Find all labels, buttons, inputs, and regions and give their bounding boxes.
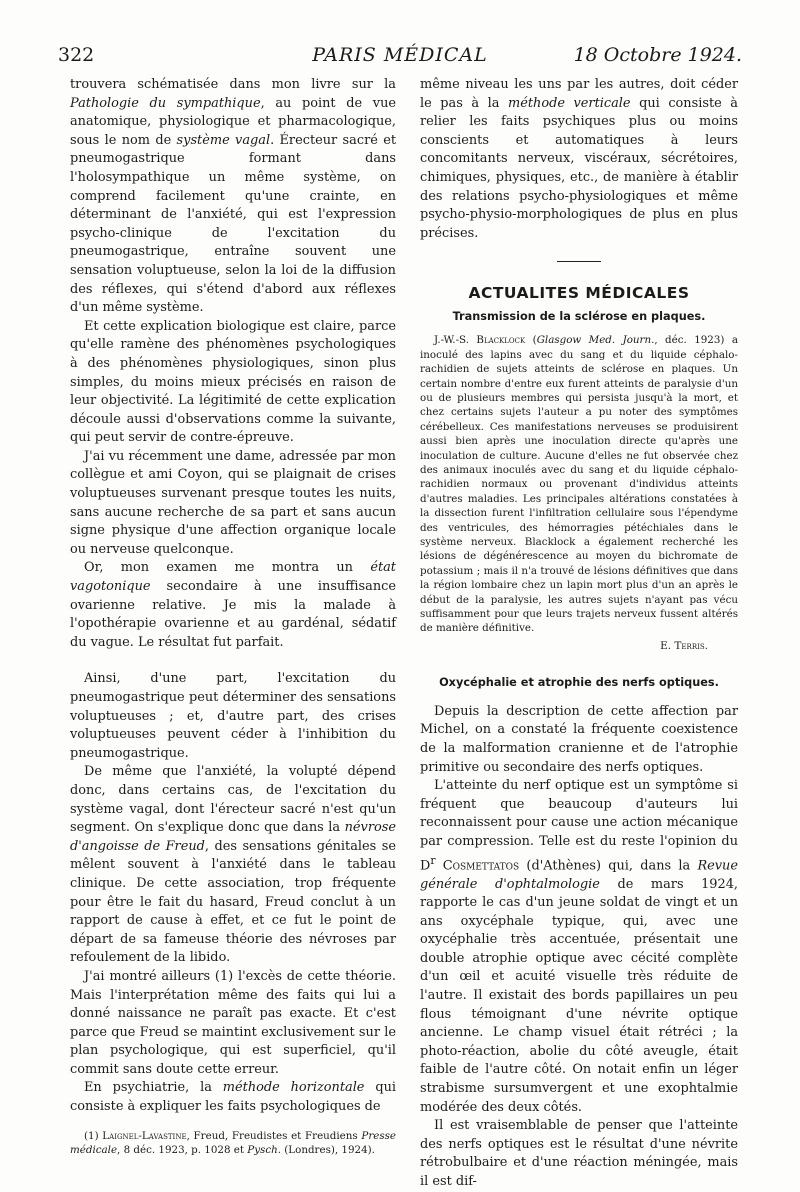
running-header <box>58 44 742 68</box>
paragraph: J'ai vu récemment une dame, adressée par mon collègue et ami Coyon, qui se plaignait de crises voluptueuses survenant presque toutes les nuits, sans aucune recherche de sa part et sans aucun signe physique d'une affection organique locale ou nerveuse quelconque. <box>70 448 396 557</box>
section-title: ACTUALITES MÉDICALES <box>468 284 690 303</box>
paragraph: Depuis la description de cette affection par Michel, on a constaté la fréquente coexistence de la malformation cranienne et de l'atrophie primitive ou secondaire des nerfs optiques. <box>420 703 738 775</box>
paragraph: J'ai montré ailleurs (1) l'excès de cette théorie. Mais l'interprétation même des faits qui lui a donné naissance ne paraît pas exacte. Et c'est parce que Freud se maintint exclusivement sur le plan psychologique, qui est superficiel, qu'il commit sans doute cette erreur. <box>70 968 396 1077</box>
paragraph: trouvera schématisée dans mon livre sur la Pathologie du sympathique, au point de vue anatomique, physiologique et pharmacologique, sous le nom de système vagal. Érecteur sacré et pneumogastrique formant dans l'holosympathique un même système, on comprend facilement qu'une crainte, en déterminant de l'anxiété, qui est l'expression psycho-clinique de l'excitation du pneumogastrique, entraîne souvent une sensation voluptueuse, selon la loi de la diffusion des réflexes, qui s'étend d'abord aux réflexes d'un même système. <box>70 77 396 316</box>
paragraph: Et cette explication biologique est claire, parce qu'elle ramène des phénomènes psychologiques à des phénomènes physiologiques, sinon plus simples, du moins mieux précisés en raison de leur objectivité. La légitimité de cette explication découle aussi d'observations comme la suivante, qui peut servir de contre-épreuve. <box>70 318 396 446</box>
left-column <box>70 76 396 1157</box>
paragraph: En psychiatrie, la méthode horizontale qui consiste à expliquer les faits psychologiques de <box>70 1080 396 1115</box>
article-title: Transmission de la sclérose en plaques. <box>452 310 706 324</box>
paragraph: Ainsi, d'une part, l'excitation du pneumogastrique peut déterminer des sensations voluptueuses ; et, d'autre part, des crises voluptueuses peuvent céder à l'inhibition du pneumogastrique. <box>70 671 396 761</box>
paragraph: même niveau les uns par les autres, doit céder le pas à la méthode verticale qui consiste à relier les faits psychiques plus ou moins conscients et automatiques à leurs concomitants nerveux, viscéraux, sécrétoires, chimiques, physiques, etc., de manière à établir des relations psycho-physiologiques et même psycho-physio-morphologiques de plus en plus précises. <box>420 77 738 241</box>
paragraph: De même que l'anxiété, la volupté dépend donc, dans certains cas, de l'excitation du système vagal, dont l'érecteur sacré n'est qu'un segment. On s'explique donc que dans la névrose d'angoisse de Freud, des sensations génitales se mêlent souvent à l'anxiété dans le tableau clinique. De cette association, trop fréquente pour être le fait du hasard, Freud conclut à un rapport de cause à effet, et ce fut le point de départ de sa fameuse théorie des névroses par refoulement de la libido. <box>70 764 396 966</box>
right-column <box>420 76 738 1192</box>
paragraph: Il est vraisemblable de penser que l'atteinte des nerfs optiques est le résultat d'une névrite rétrobulbaire et d'une réaction méningée, mais il est dif- <box>420 1118 738 1190</box>
article-title: Oxycéphalie et atrophie des nerfs optiques. <box>439 675 719 689</box>
footnote: (1) Laignel-Lavastine, Freud, Freudistes et Freudiens Presse médicale, 8 déc. 1923, p. 1028 et Pysch. (Londres), 1924). <box>70 1129 396 1156</box>
article-body: J.-W.-S. Blacklock (Glasgow Med. Journ., déc. 1923) a inoculé des lapins avec du sang et du liquide céphalo-rachidien de sujets atteints de sclérose en plaques. Un certain nombre d'entre eux furent atteints de paralysie d'un ou de plusieurs membres qui persista jusqu'à la mort, et chez certains sujets l'auteur a pu noter des symptômes cérébelleux. Ces manifestations nerveuses se produisirent aussi bien après une inoculation directe qu'après une inoculation de culture. Aucune d'elles ne fut observée chez des animaux inoculés avec du sang et du liquide céphalo-rachidien normaux ou provenant d'individus atteints d'autres maladies. Les principales altérations constatées à la dissection furent l'infiltration cellulaire sous l'épendyme des ventricules, des hémorragies pétéchiales dans le système nerveux. Blacklock a également recherché les lésions de dégénérescence au moyen du bichromate de potassium ; mais il n'a trouvé de lésions définitives que dans la région lombaire chez un lapin mort plus d'un an après le début de la paralysie, les autres sujets n'ayant pas vécu suffisamment pour que leurs trajets nerveux fussent altérés de manière définitive. <box>420 334 738 635</box>
journal-title: PARIS MÉDICAL <box>312 44 488 66</box>
article-signature: E. Terris. <box>660 639 708 652</box>
issue-date: 18 Octobre 1924. <box>573 44 742 66</box>
page-number: 322 <box>58 44 95 66</box>
paragraph: L'atteinte du nerf optique est un symptôme si fréquent que beaucoup d'auteurs lui reconnaissent pour cause une action mécanique par compression. Telle est du reste l'opinion du $D^r$ Cosmettatos (d'Athènes) qui, dans la Revue générale d'ophtalmologie de mars 1924, rapporte le cas d'un jeune soldat de vingt et un ans oxycéphale typique, qui, avec une oxycéphalie très accentuée, présentait une double atrophie optique avec cécité complète d'un œil et acuité visuelle très réduite de l'autre. Il existait des bords papillaires un peu flous témoignant d'une névrite optique ancienne. Le champ visuel était rétréci ; la photo-réaction, abolie du côté aveugle, était faible de l'autre côté. On notait enfin un léger strabisme sursumvergent et une exophtalmie modérée des deux côtés. <box>420 778 738 1115</box>
section-divider <box>557 261 601 262</box>
paragraph: Or, mon examen me montra un état vagotonique secondaire à une insuffisance ovarienne relative. Je mis la malade à l'opothérapie ovarienne et au gardénal, sédatif du vague. Le résultat fut parfait. <box>70 560 396 650</box>
